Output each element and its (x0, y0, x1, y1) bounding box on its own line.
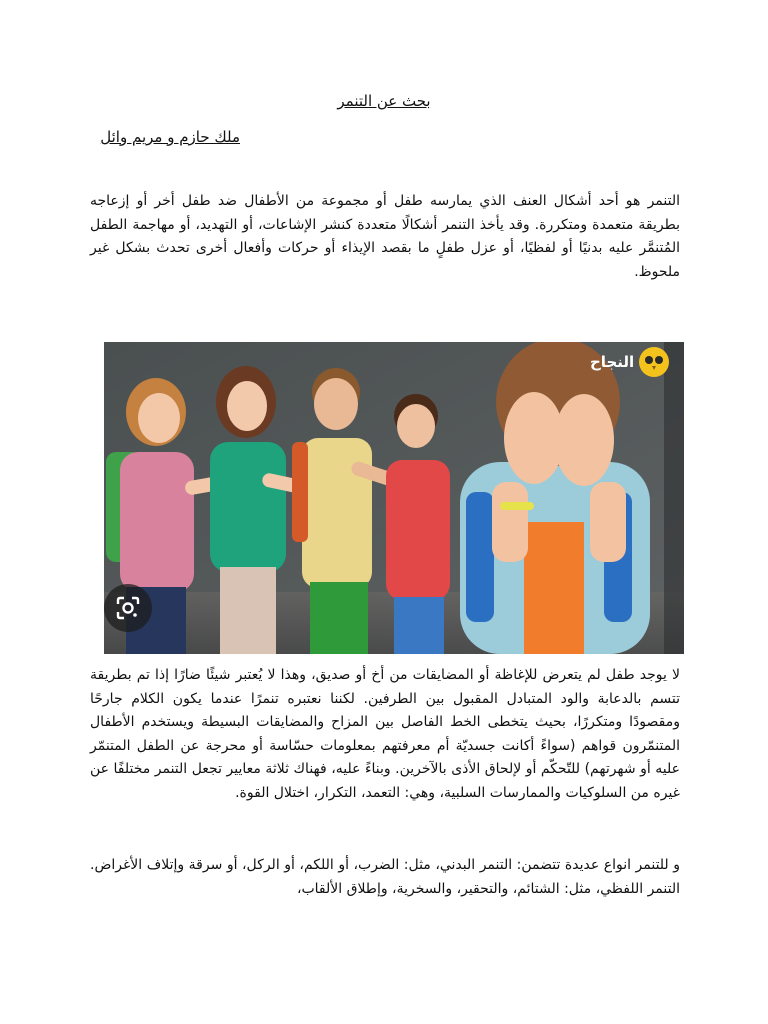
google-lens-button[interactable] (104, 584, 152, 632)
watermark-logo (590, 344, 670, 380)
document-authors: ملك حازم و مريم وائل (100, 128, 240, 146)
owl-logo-icon (638, 346, 670, 378)
paragraph-intro: التنمر هو أحد أشكال العنف الذي يمارسه طفل أو مجموعة من الأطفال ضد طفل أخر أو إزعاجه بطريقة متعمدة ومتكررة. وقد يأخذ التنمر أشكالًا متعددة كنشر الإشاعات، أو التهديد، أو مهاجمة الطفل المُتنمَّر عليه بدنيًا أو لفظيًا، أو عزل طفلٍ ما بقصد الإيذاء أو حركات وأفعال أخرى تحدث بشكل غير ملحوظ. (90, 193, 680, 280)
google-lens-icon (115, 595, 141, 621)
logo-text: النجاح (590, 353, 635, 371)
paragraph-definition: لا يوجد طفل لم يتعرض للإغاظة أو المضايقات من أخ أو صديق، وهذا لا يُعتبر شيئًا ضارًا إذا تم بطريقة تتسم بالدعابة والود المتبادل المقبول بين الطرفين. لكننا نعتبره تنمرًا عندما يكون الكلام جارحًا ومقصودًا ومتكررًا، بحيث يتخطى الخط الفاصل بين المزاح والمضايقات البسيطة ويستخدم الأطفال المتنمّرون قواهم (سواءً أكانت جسديّة أم معرفتهم بمعلومات حسّاسة أو محرجة عن الطفل المتنمّر عليه أو شهرتهم) للتّحكّم أو لإلحاق الأذى بالآخرين. وبناءً عليه، فهناك ثلاثة معايير تجعل التنمر مختلفًا عن غيره من السلوكيات والممارسات السلبية، وهي: التعمد، التكرار، اختلال القوة. (90, 667, 680, 801)
paragraph-types: و للتنمر انواع عديدة تتضمن: التنمر البدني، مثل: الضرب، أو اللكم، أو الركل، أو سرقة وإتلاف الأغراض. التنمر اللفظي، مثل: الشتائم، والتحقير، والسخرية، وإطلاق الألقاب، (90, 857, 680, 897)
bullying-photo (104, 342, 684, 654)
document-title: بحث عن التنمر (337, 92, 431, 110)
